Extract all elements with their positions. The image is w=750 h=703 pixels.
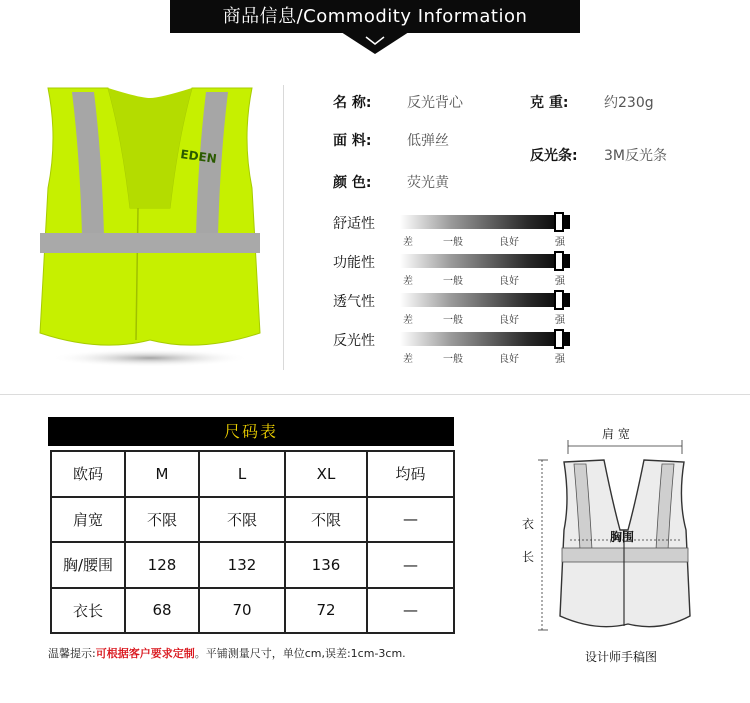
rating-scale-label: 差: [403, 237, 413, 248]
page-title: 商品信息/Commodity Information: [222, 6, 528, 27]
table-cell: 68: [125, 588, 199, 634]
rating-scale-label: 良好: [499, 354, 519, 365]
table-cell: 不限: [199, 497, 285, 543]
spec-weight-value: 约230g: [604, 95, 654, 111]
spec-fabric-label: 面 料:: [333, 133, 372, 149]
horizontal-divider: [0, 394, 750, 395]
table-cell: 128: [125, 542, 199, 588]
rating-scale-label: 强: [555, 354, 565, 365]
table-cell: 136: [285, 542, 367, 588]
note-suffix: 。平铺测量尺寸，单位cm,误差:1cm-3cm.: [194, 647, 406, 660]
spec-reflective-value: 3M反光条: [604, 148, 667, 164]
table-row: [51, 588, 454, 634]
spec-name-label: 名 称:: [333, 95, 372, 111]
note-prefix: 温馨提示:: [48, 647, 96, 660]
spec-color-label: 颜 色:: [333, 175, 372, 191]
table-header-cell: L: [199, 451, 285, 497]
table-cell: 72: [285, 588, 367, 634]
rating-label: 功能性: [333, 255, 375, 271]
spec-fabric-value: 低弹丝: [407, 133, 449, 149]
table-row: [51, 497, 454, 543]
rating-label: 透气性: [333, 294, 375, 310]
rating-scale-label: 强: [555, 237, 565, 248]
table-header-cell: 均码: [367, 451, 454, 497]
rating-scale-label: 强: [555, 276, 565, 287]
rating-bar: [400, 293, 570, 307]
vest-image: [30, 78, 270, 368]
rating-label: 反光性: [333, 333, 375, 349]
table-cell: 衣长: [51, 588, 125, 634]
sketch-length-label-bottom: 长: [522, 550, 535, 564]
rating-scale-label: 良好: [499, 237, 519, 248]
rating-scale-label: 一般: [443, 276, 463, 287]
rating-bar: [400, 254, 570, 268]
spec-name-value: 反光背心: [407, 95, 463, 111]
table-header-cell: M: [125, 451, 199, 497]
rating-scale-label: 一般: [443, 237, 463, 248]
rating-scale-label: 良好: [499, 276, 519, 287]
rating-scale-label: 一般: [443, 315, 463, 326]
rating-scale-label: 差: [403, 276, 413, 287]
rating-knob: [554, 212, 564, 232]
table-cell: 胸/腰围: [51, 542, 125, 588]
table-row: [51, 542, 454, 588]
table-cell: —: [367, 542, 454, 588]
note-highlight: 可根据客户要求定制: [95, 647, 195, 660]
spec-color-value: 荧光黄: [407, 175, 449, 191]
rating-scale-label: 差: [403, 354, 413, 365]
vertical-divider: [283, 85, 284, 370]
rating-scale-label: 良好: [499, 315, 519, 326]
rating-bar: [400, 215, 570, 229]
sketch-caption: 设计师手稿图: [585, 650, 658, 664]
table-cell: —: [367, 588, 454, 634]
table-cell: 肩宽: [51, 497, 125, 543]
spec-weight-label: 克 重:: [530, 95, 569, 111]
rating-knob: [554, 329, 564, 349]
sketch-chest-label: 胸围: [610, 530, 635, 544]
table-cell: 不限: [285, 497, 367, 543]
rating-scale-label: 差: [403, 315, 413, 326]
table-cell: —: [367, 497, 454, 543]
vest-print-text: EDEN: [179, 147, 218, 167]
rating-bar: [400, 332, 570, 346]
rating-label: 舒适性: [333, 216, 375, 232]
table-header-row: [51, 451, 454, 497]
spec-reflective-label: 反光条:: [530, 148, 578, 164]
size-table: [50, 450, 455, 634]
table-header-cell: 欧码: [51, 451, 125, 497]
rating-knob: [554, 251, 564, 271]
sketch-length-label-top: 衣: [522, 517, 535, 531]
table-header-cell: XL: [285, 451, 367, 497]
rating-knob: [554, 290, 564, 310]
measurement-note: [48, 645, 406, 661]
table-cell: 不限: [125, 497, 199, 543]
rating-scale-label: 强: [555, 315, 565, 326]
chevron-down-icon: [358, 34, 392, 48]
size-table-title: 尺码表: [48, 417, 454, 446]
table-cell: 132: [199, 542, 285, 588]
rating-scale-label: 一般: [443, 354, 463, 365]
table-cell: 70: [199, 588, 285, 634]
sketch-shoulder-label: 肩 宽: [602, 427, 630, 441]
